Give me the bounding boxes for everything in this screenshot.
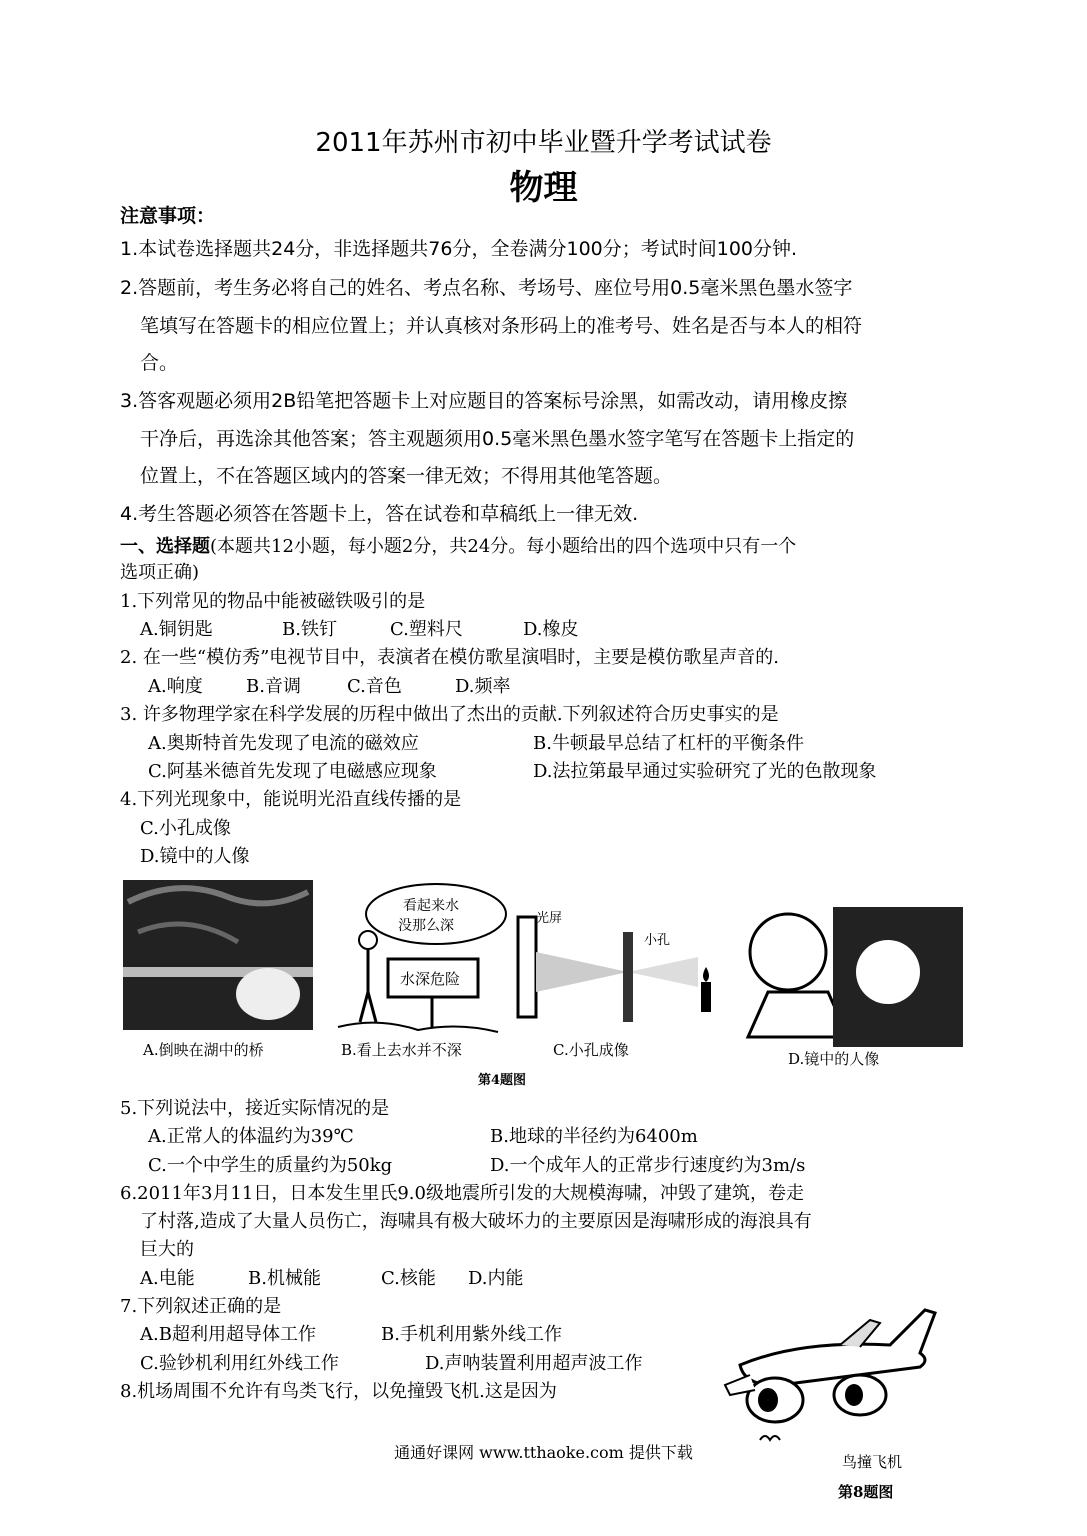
q5-option-a: A.正常人的体温约为39℃ — [148, 1126, 354, 1147]
exam-title: 2011年苏州市初中毕业暨升学考试试卷 — [315, 128, 772, 158]
q7-option-d: D.声呐装置利用超声波工作 — [425, 1353, 643, 1374]
q5-option-b: B.地球的半径约为6400m — [490, 1126, 698, 1147]
bubble-text-2: 没那么深 — [398, 918, 454, 934]
q3-option-d: D.法拉第最早通过实验研究了光的色散现象 — [533, 761, 877, 782]
q4-option-d: D.镜中的人像 — [140, 846, 250, 867]
q1-option-b: B.铁钉 — [282, 619, 337, 640]
notice-line-1: 1.本试卷选择题共24分，非选择题共76分，全卷满分100分；考试时间100分钟. — [120, 238, 798, 260]
caption-d: D.镜中的人像 — [788, 1050, 880, 1068]
figure-b-cartoon — [338, 884, 506, 1032]
q6-option-a: A.电能 — [140, 1268, 195, 1289]
subject-title: 物理 — [509, 168, 578, 208]
notice-line-2: 2.答题前，考生务必将自己的姓名、考点名称、考场号、座位号用0.5毫米黑色墨水签字 — [120, 277, 853, 299]
notice-heading: 注意事项： — [120, 205, 216, 227]
q6-stem-2: 了村落,造成了大量人员伤亡，海啸具有极大破坏力的主要原因是海啸形成的海浪具有 — [140, 1211, 812, 1232]
q7-option-b: B.手机利用紫外线工作 — [381, 1324, 562, 1345]
figure-a-bridge-image — [123, 880, 313, 1030]
notice-line-4: 合。 — [140, 352, 179, 374]
notice-line-3: 笔填写在答题卡的相应位置上；并认真核对条形码上的准考号、姓名是否与本人的相符 — [140, 315, 863, 337]
notice-line-8: 4.考生答题必须答在答题卡上，答在试卷和草稿纸上一律无效. — [120, 503, 639, 525]
bubble-text-1: 看起来水 — [403, 898, 459, 914]
section1-title: 一、选择题 — [120, 536, 210, 557]
q3-option-c: C.阿基米德首先发现了电磁感应现象 — [148, 761, 437, 782]
q6-option-c: C.核能 — [381, 1268, 436, 1289]
q4-option-c: C.小孔成像 — [140, 818, 231, 839]
q6-stem-1: 6.2011年3月11日，日本发生里氏9.0级地震所引发的大规模海啸，冲毁了建筑，卷走 — [120, 1183, 804, 1204]
section1-desc-2: 选项正确) — [120, 562, 200, 583]
q4-stem: 4.下列光现象中，能说明光沿直线传播的是 — [120, 789, 462, 810]
sign-text: 水深危险 — [400, 970, 461, 988]
footer-source: 通通好课网 www.tthaoke.com 提供下载 — [394, 1443, 693, 1462]
notice-line-6: 干净后，再选涂其他答案；答主观题须用0.5毫米黑色墨水签字笔写在答题卡上指定的 — [140, 428, 855, 450]
section1-desc: (本题共12小题，每小题2分，共24分。每小题给出的四个选项中只有一个 — [210, 536, 797, 557]
figure-q8-label: 第8题图 — [838, 1483, 894, 1501]
q2-stem: 2. 在一些“模仿秀”电视节目中，表演者在模仿歌星演唱时，主要是模仿歌星声音的. — [120, 647, 780, 668]
q1-stem: 1.下列常见的物品中能被磁铁吸引的是 — [120, 591, 426, 612]
q3-stem: 3. 许多物理学家在科学发展的历程中做出了杰出的贡献.下列叙述符合历史事实的是 — [120, 704, 779, 725]
q1-option-d: D.橡皮 — [523, 619, 579, 640]
q3-option-a: A.奥斯特首先发现了电流的磁效应 — [148, 733, 419, 754]
notice-line-5: 3.答客观题必须用2B铅笔把答题卡上对应题目的答案标号涂黑，如需改动，请用橡皮擦 — [120, 390, 848, 412]
q6-stem-3: 巨大的 — [140, 1239, 194, 1260]
q2-option-c: C.音色 — [347, 676, 402, 697]
q8-stem: 8.机场周围不允许有鸟类飞行，以免撞毁飞机.这是因为 — [120, 1381, 557, 1402]
q7-stem: 7.下列叙述正确的是 — [120, 1296, 282, 1317]
screen-label: 光屏 — [536, 911, 563, 926]
q5-option-c: C.一个中学生的质量约为50kg — [148, 1155, 393, 1176]
q5-stem: 5.下列说法中，接近实际情况的是 — [120, 1098, 390, 1119]
caption-c: C.小孔成像 — [553, 1041, 629, 1059]
figure-c-pinhole — [518, 910, 711, 1022]
q1-option-c: C.塑料尺 — [390, 619, 463, 640]
q5-option-d: D.一个成年人的正常步行速度约为3m/s — [490, 1155, 806, 1176]
q2-option-d: D.频率 — [455, 676, 511, 697]
plane-illustration — [725, 1310, 935, 1440]
q2-option-b: B.音调 — [246, 676, 301, 697]
q6-option-d: D.内能 — [468, 1268, 524, 1289]
figure-q4 — [118, 872, 968, 1092]
section1-header — [120, 536, 796, 557]
figure-q4-label: 第4题图 — [478, 1073, 527, 1088]
figure-q8-caption: 鸟撞飞机 — [842, 1453, 903, 1471]
caption-b: B.看上去水并不深 — [341, 1041, 462, 1059]
figure-d-mirror — [748, 907, 963, 1047]
q6-option-b: B.机械能 — [248, 1268, 321, 1289]
q7-option-c: C.验钞机利用红外线工作 — [140, 1353, 339, 1374]
caption-a: A.倒映在湖中的桥 — [143, 1041, 264, 1059]
q1-option-a: A.铜钥匙 — [140, 619, 213, 640]
q2-option-a: A.响度 — [148, 676, 203, 697]
figure-q8 — [720, 1305, 950, 1505]
q7-option-a: A.B超利用超导体工作 — [140, 1324, 316, 1345]
notice-line-7: 位置上，不在答题区域内的答案一律无效；不得用其他笔答题。 — [140, 465, 673, 487]
hole-label: 小孔 — [644, 933, 671, 948]
q3-option-b: B.牛顿最早总结了杠杆的平衡条件 — [533, 733, 804, 754]
